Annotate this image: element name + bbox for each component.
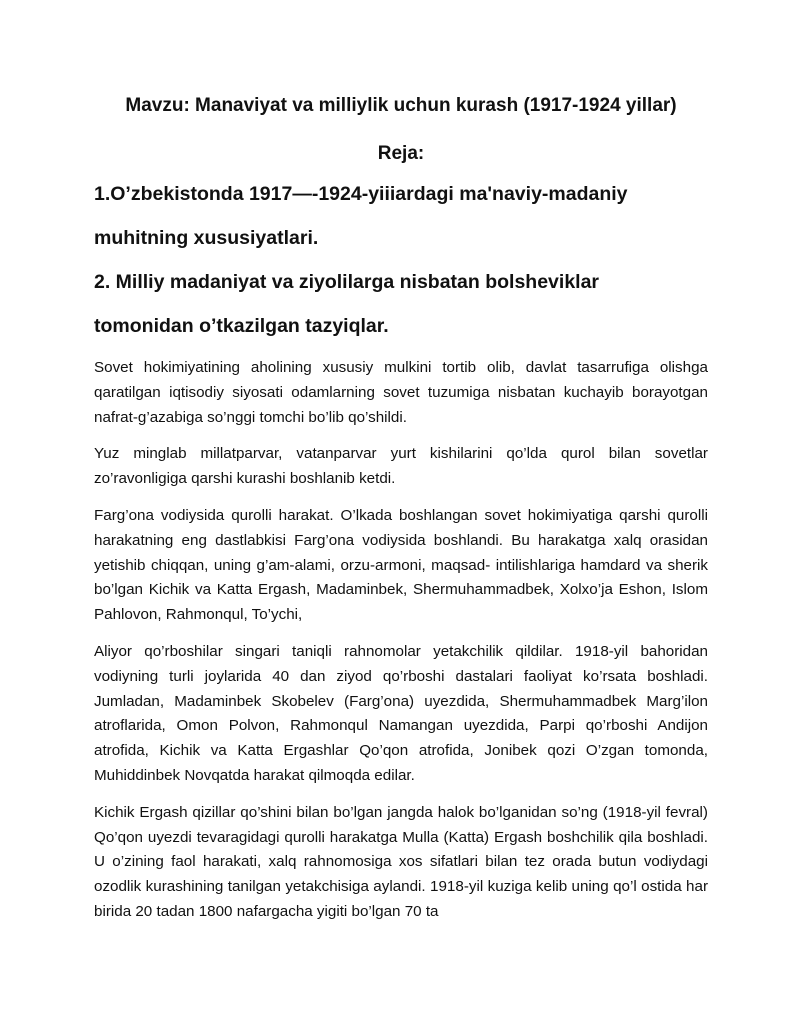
paragraph-3: Farg’ona vodiysida qurolli harakat. O’lkada boshlangan sovet hokimiyatiga qarshi qurolli harakatning eng dastlabkisi Farg’ona vodiysida boshlandi. Bu harakatga xalq orasidan yetishib chiqqan, uning g’am-alami, orzu-armoni, maqsad- intilishlariga hamdard va sherik bo’lgan Kichik va Katta Ergash, Madaminbek, Shermuhammadbek, Xolxo’ja Eshon, Islom Pahlovon, Rahmonqul, To’ychi, — [94, 506, 708, 624]
paragraph-1: Sovet hokimiyatining aholining xususiy mulkini tortib olib, davlat tasarrufiga olishga qaratilgan iqtisodiy siyosati odamlarning sovet tuzumiga nisbatan kuchayib borayotgan nafrat-g’azabiga so’nggi tomchi bo’lib qo’shildi. — [94, 359, 708, 426]
document-title: Mavzu: Manaviyat va milliylik uchun kurash (1917-1924 yillar) — [125, 95, 677, 116]
plan-heading: Reja: — [377, 143, 425, 164]
paragraph-4: Aliyor qo’rboshilar singari taniqli rahnomolar yetakchilik qildilar. 1918-yil bahoridan vodiyning turli joylarida 40 dan ziyod qo’rboshi dastalari faoliyat ko’rsata boshladi. Jumladan, Madaminbek Skobelev (Farg’ona) uyezdida, Shermuhammadbek Marg’ilon atroflarida, Omon Polvon, Rahmonqul Namangan uyezdida, Parpi qo’rboshi Andijon atrofida, Kichik va Katta Ergashlar Qo’qon atrofida, Jonibek qozi O’zgan tomonda, Muhiddinbek Novqatda harakat qilmoqda edilar. — [94, 642, 708, 784]
paragraph-5: Kichik Ergash qizillar qo’shini bilan bo’lgan jangda halok bo’lganidan so’ng (1918-yil fevral) Qo’qon uyezdi tevaragidagi qurolli harakatga Mulla (Katta) Ergash boshchilik qila boshladi. U o’zining faol harakati, xalq rahnomosiga xos sifatlari bilan tez orada butun vodiydagi ozodlik kurashining tanilgan yetakchisiga aylandi. 1918-yil kuziga kelib uning qo’l ostida har birida 20 tadan 1800 nafargacha yigiti bo’lgan 70 ta — [94, 803, 708, 920]
plan-item-1-line-2: muhitning xususiyatlari. — [94, 227, 319, 249]
paragraph-2: Yuz minglab millatparvar, vatanparvar yurt kishilarini qo’lda qurol bilan sovetlar zo’ravonligiga qarshi kurashi boshlanib ketdi. — [94, 445, 708, 488]
plan-item-2-line-1: 2. Milliy madaniyat va ziyolilarga nisbatan bolsheviklar — [94, 271, 600, 293]
plan-item-1-line-1: 1.O’zbekistonda 1917—-1924-yiiiardagi ma'naviy-madaniy — [94, 183, 628, 205]
plan-item-2-line-2: tomonidan o’tkazilgan tazyiqlar. — [94, 315, 389, 337]
document-page — [94, 92, 708, 937]
